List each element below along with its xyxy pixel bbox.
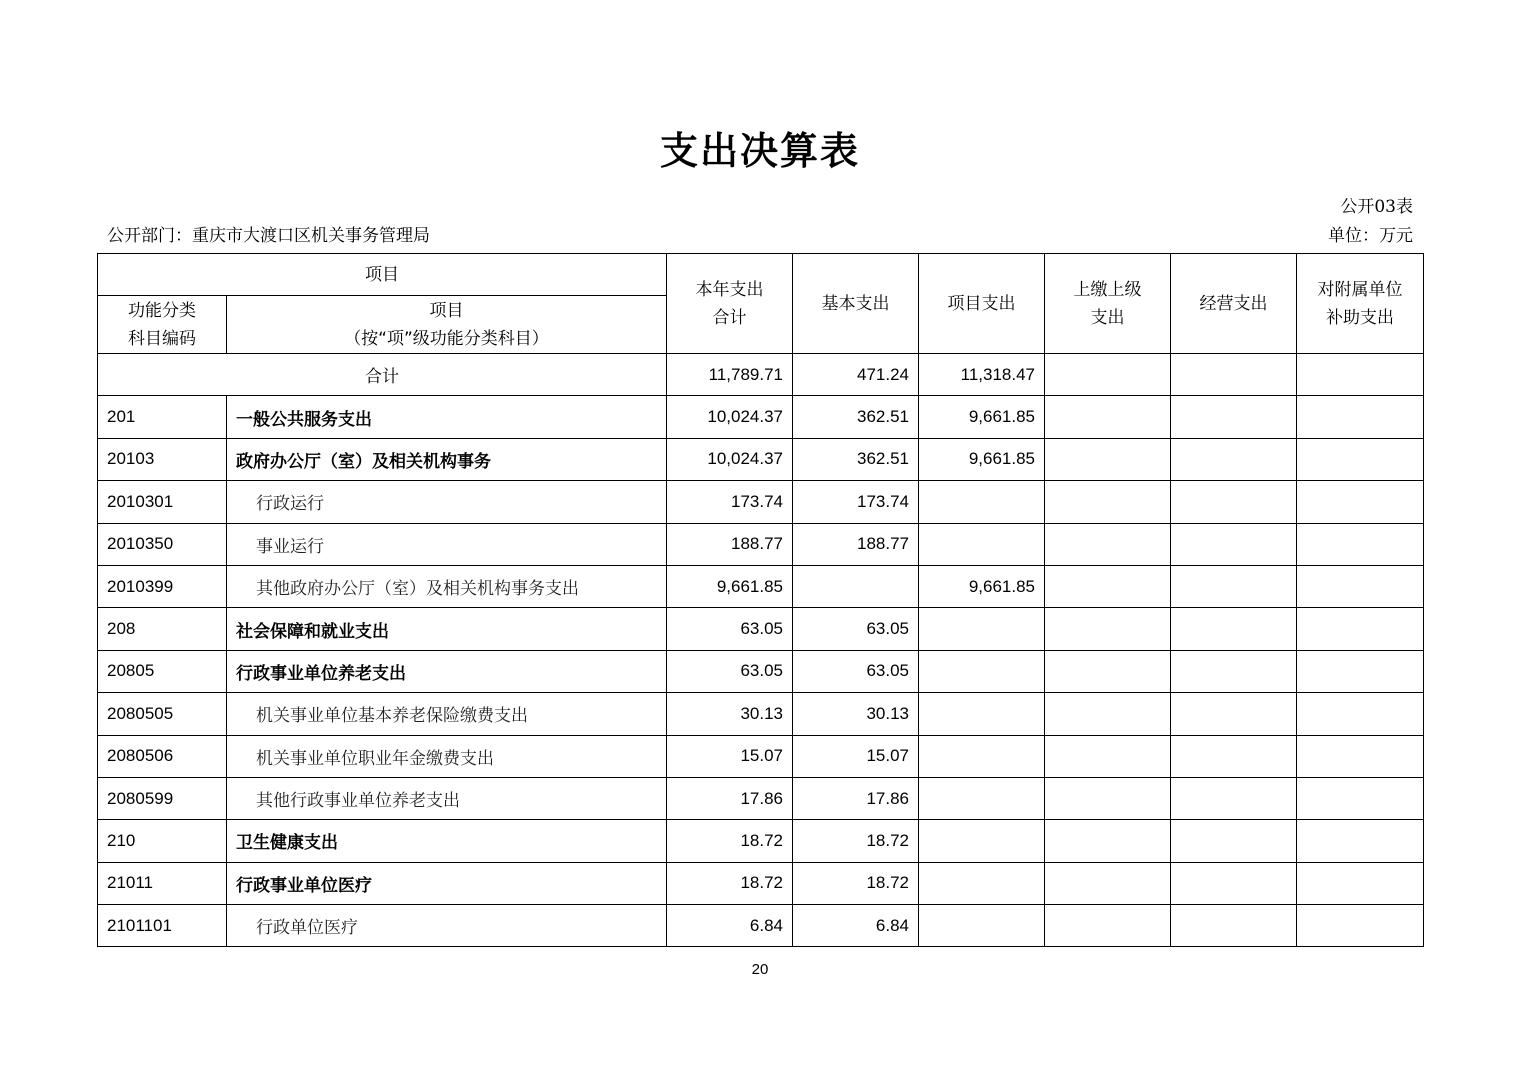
cell-subsidy <box>1297 481 1424 523</box>
cell-basic: 362.51 <box>793 438 919 480</box>
cell-subsidy <box>1297 523 1424 565</box>
cell-subsidy <box>1297 862 1424 904</box>
table-row <box>98 777 1424 819</box>
table-row <box>98 905 1424 947</box>
cell-subsidy <box>1297 820 1424 862</box>
cell-total: 173.74 <box>667 481 793 523</box>
total-amount: 11,789.71 <box>667 354 793 396</box>
page-number: 20 <box>751 961 769 978</box>
cell-total: 18.72 <box>667 862 793 904</box>
form-number: 公开03表 <box>1340 197 1413 217</box>
cell-subsidy <box>1297 650 1424 692</box>
unit-label: 单位：万元 <box>1328 226 1413 246</box>
cell-total: 9,661.85 <box>667 565 793 607</box>
cell-project <box>919 777 1045 819</box>
cell-superior <box>1045 650 1171 692</box>
header-subsidy: 对附属单位 补助支出 <box>1297 254 1424 354</box>
cell-business <box>1171 862 1297 904</box>
cell-business <box>1171 735 1297 777</box>
cell-business <box>1171 565 1297 607</box>
cell-total: 63.05 <box>667 650 793 692</box>
cell-name: 其他行政事业单位养老支出 <box>227 777 667 819</box>
cell-code: 2101101 <box>98 905 227 947</box>
table-row <box>98 693 1424 735</box>
cell-name: 社会保障和就业支出 <box>227 608 667 650</box>
cell-total: 188.77 <box>667 523 793 565</box>
total-basic: 471.24 <box>793 354 919 396</box>
cell-subsidy <box>1297 905 1424 947</box>
cell-subsidy <box>1297 396 1424 438</box>
cell-code: 20805 <box>98 650 227 692</box>
cell-total: 63.05 <box>667 608 793 650</box>
table-row <box>98 608 1424 650</box>
cell-project <box>919 481 1045 523</box>
cell-project <box>919 735 1045 777</box>
cell-name: 一般公共服务支出 <box>227 396 667 438</box>
cell-project: 9,661.85 <box>919 438 1045 480</box>
cell-total: 10,024.37 <box>667 396 793 438</box>
cell-project <box>919 523 1045 565</box>
table-row <box>98 438 1424 480</box>
table-row <box>98 523 1424 565</box>
cell-basic: 362.51 <box>793 396 919 438</box>
cell-total: 17.86 <box>667 777 793 819</box>
total-subsidy <box>1297 354 1424 396</box>
department-label: 公开部门：重庆市大渡口区机关事务管理局 <box>107 226 430 246</box>
cell-code: 2010350 <box>98 523 227 565</box>
cell-subsidy <box>1297 693 1424 735</box>
header-project: 项目支出 <box>919 254 1045 354</box>
total-business <box>1171 354 1297 396</box>
cell-project <box>919 693 1045 735</box>
cell-total: 30.13 <box>667 693 793 735</box>
cell-superior <box>1045 565 1171 607</box>
cell-business <box>1171 650 1297 692</box>
cell-basic: 6.84 <box>793 905 919 947</box>
cell-name: 行政事业单位医疗 <box>227 862 667 904</box>
cell-name: 其他政府办公厅（室）及相关机构事务支出 <box>227 565 667 607</box>
cell-basic: 30.13 <box>793 693 919 735</box>
cell-total: 18.72 <box>667 820 793 862</box>
cell-superior <box>1045 481 1171 523</box>
cell-business <box>1171 608 1297 650</box>
cell-name: 卫生健康支出 <box>227 820 667 862</box>
cell-code: 2010399 <box>98 565 227 607</box>
cell-business <box>1171 438 1297 480</box>
cell-superior <box>1045 438 1171 480</box>
cell-superior <box>1045 608 1171 650</box>
cell-superior <box>1045 735 1171 777</box>
cell-basic: 15.07 <box>793 735 919 777</box>
cell-project <box>919 650 1045 692</box>
cell-subsidy <box>1297 565 1424 607</box>
cell-superior <box>1045 905 1171 947</box>
header-business: 经营支出 <box>1171 254 1297 354</box>
cell-code: 208 <box>98 608 227 650</box>
page-title: 支出决算表 <box>659 129 860 173</box>
cell-superior <box>1045 862 1171 904</box>
cell-name: 行政运行 <box>227 481 667 523</box>
total-row <box>98 354 1424 396</box>
header-item-group: 项目 <box>98 254 667 296</box>
cell-name: 行政事业单位养老支出 <box>227 650 667 692</box>
cell-name: 机关事业单位基本养老保险缴费支出 <box>227 693 667 735</box>
cell-code: 2080506 <box>98 735 227 777</box>
cell-superior <box>1045 396 1171 438</box>
cell-name: 机关事业单位职业年金缴费支出 <box>227 735 667 777</box>
header-code: 功能分类 科目编码 <box>98 296 227 354</box>
cell-project: 9,661.85 <box>919 396 1045 438</box>
cell-superior <box>1045 777 1171 819</box>
cell-project: 9,661.85 <box>919 565 1045 607</box>
total-project: 11,318.47 <box>919 354 1045 396</box>
cell-subsidy <box>1297 438 1424 480</box>
cell-code: 210 <box>98 820 227 862</box>
cell-name: 政府办公厅（室）及相关机构事务 <box>227 438 667 480</box>
header-name: 项目 （按“项”级功能分类科目） <box>227 296 667 354</box>
cell-project <box>919 905 1045 947</box>
cell-project <box>919 608 1045 650</box>
table-row <box>98 565 1424 607</box>
cell-subsidy <box>1297 608 1424 650</box>
cell-code: 201 <box>98 396 227 438</box>
cell-basic: 188.77 <box>793 523 919 565</box>
table-row <box>98 481 1424 523</box>
cell-basic: 63.05 <box>793 608 919 650</box>
cell-basic: 18.72 <box>793 820 919 862</box>
cell-total: 6.84 <box>667 905 793 947</box>
cell-subsidy <box>1297 777 1424 819</box>
cell-code: 2080599 <box>98 777 227 819</box>
cell-basic <box>793 565 919 607</box>
cell-basic: 18.72 <box>793 862 919 904</box>
cell-total: 15.07 <box>667 735 793 777</box>
total-label: 合计 <box>98 354 667 396</box>
cell-basic: 173.74 <box>793 481 919 523</box>
cell-superior <box>1045 523 1171 565</box>
cell-superior <box>1045 693 1171 735</box>
cell-code: 21011 <box>98 862 227 904</box>
expenditure-table <box>97 253 1424 947</box>
cell-basic: 17.86 <box>793 777 919 819</box>
cell-business <box>1171 820 1297 862</box>
header-basic: 基本支出 <box>793 254 919 354</box>
cell-business <box>1171 481 1297 523</box>
header-total: 本年支出 合计 <box>667 254 793 354</box>
cell-business <box>1171 777 1297 819</box>
cell-business <box>1171 905 1297 947</box>
cell-basic: 63.05 <box>793 650 919 692</box>
cell-subsidy <box>1297 735 1424 777</box>
cell-name: 行政单位医疗 <box>227 905 667 947</box>
cell-name: 事业运行 <box>227 523 667 565</box>
cell-code: 2080505 <box>98 693 227 735</box>
cell-project <box>919 862 1045 904</box>
cell-business <box>1171 523 1297 565</box>
cell-project <box>919 820 1045 862</box>
cell-superior <box>1045 820 1171 862</box>
table-row <box>98 862 1424 904</box>
table-row <box>98 650 1424 692</box>
header-superior: 上缴上级 支出 <box>1045 254 1171 354</box>
total-superior <box>1045 354 1171 396</box>
table-row <box>98 396 1424 438</box>
table-row <box>98 820 1424 862</box>
cell-total: 10,024.37 <box>667 438 793 480</box>
cell-code: 2010301 <box>98 481 227 523</box>
cell-business <box>1171 396 1297 438</box>
cell-business <box>1171 693 1297 735</box>
table-row <box>98 735 1424 777</box>
cell-code: 20103 <box>98 438 227 480</box>
